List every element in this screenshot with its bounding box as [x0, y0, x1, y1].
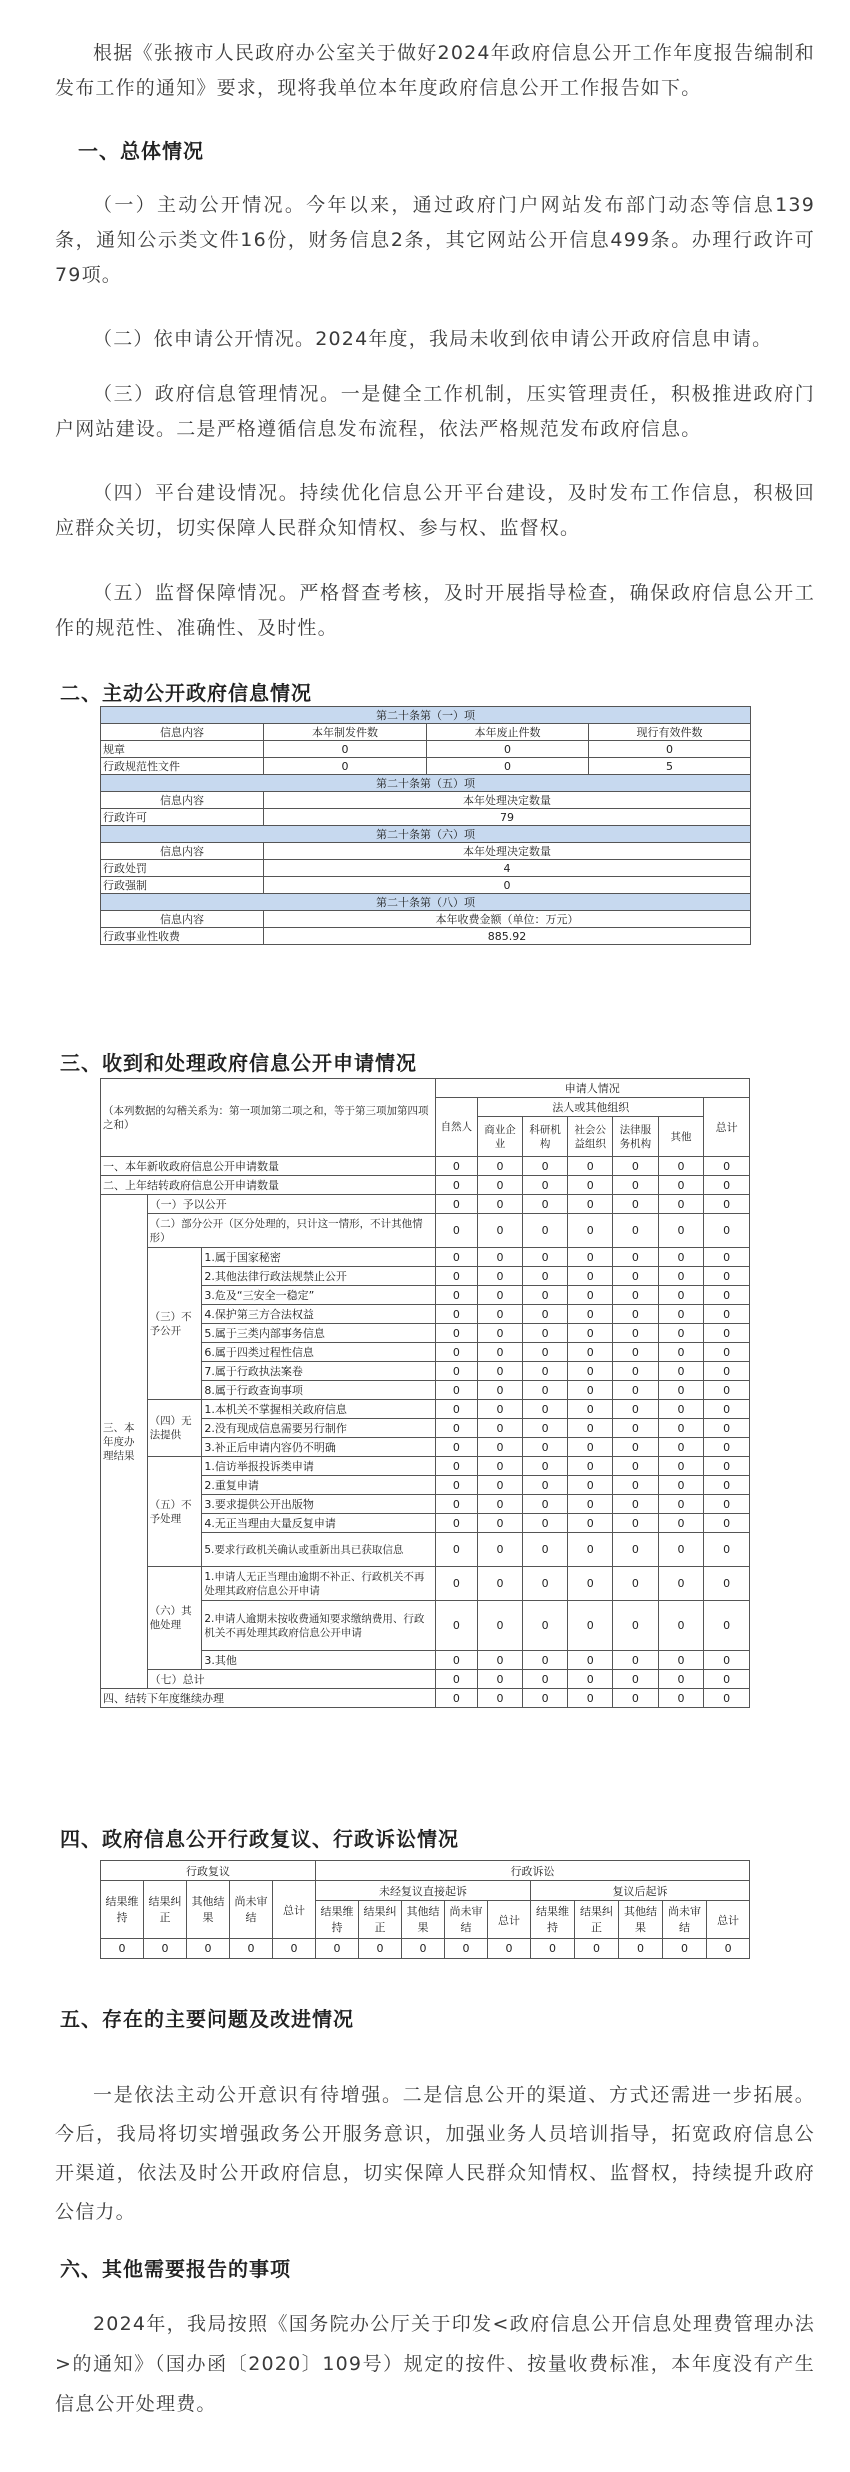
table-cell: 0 — [478, 1533, 523, 1567]
table-row: 3.要求提供公开出版物 0 0 0 0 0 0 0 — [101, 1495, 750, 1514]
table-cell: 0 — [478, 1476, 523, 1495]
result-group: 三、本年度办理结果 — [101, 1195, 148, 1689]
table-cell: 0 — [704, 1157, 750, 1176]
table-row: 8.属于行政查询事项 0 0 0 0 0 0 0 — [101, 1381, 750, 1400]
table-cell: 0 — [522, 1651, 568, 1670]
table-cell: 0 — [522, 1567, 568, 1601]
header-info: 信息内容 — [101, 724, 264, 741]
table-row: 2.没有现成信息需要另行制作 0 0 0 0 0 0 0 — [101, 1419, 750, 1438]
table-cell: 0 — [613, 1601, 659, 1651]
table-row: 3.补正后申请内容仍不明确 0 0 0 0 0 0 0 — [101, 1438, 750, 1457]
table-cell: 0 — [478, 1689, 523, 1708]
table-cell: 0 — [478, 1267, 523, 1286]
table-cell: 0 — [522, 1438, 568, 1457]
table-cell: 0 — [478, 1381, 523, 1400]
table-cell: 0 — [658, 1381, 704, 1400]
table-row: 规章 0 0 0 — [101, 741, 751, 758]
table-cell: 0 — [478, 1400, 523, 1419]
table-cell: 0 — [704, 1689, 750, 1708]
table-cell: 0 — [704, 1343, 750, 1362]
table-cell: 0 — [478, 1362, 523, 1381]
table-cell: 0 — [613, 1670, 659, 1689]
table-row: 2.重复申请 0 0 0 0 0 0 0 — [101, 1476, 750, 1495]
table-row: 3.其他 0 0 0 0 0 0 0 — [101, 1651, 750, 1670]
table-cell: 0 — [568, 1286, 613, 1305]
table-cell: 0 — [488, 1939, 531, 1959]
table-cell: 0 — [613, 1176, 659, 1195]
table-cell: 0 — [478, 1248, 523, 1267]
table-row: （三）不予公开 1.属于国家秘密 0 0 0 0 0 0 0 — [101, 1248, 750, 1267]
table-cell: 0 — [435, 1324, 478, 1343]
table-cell: 0 — [704, 1438, 750, 1457]
table-cell: 0 — [704, 1457, 750, 1476]
table-cell: 0 — [478, 1438, 523, 1457]
table-cell: 0 — [568, 1651, 613, 1670]
table-cell: 0 — [575, 1939, 619, 1959]
table-cell: 0 — [522, 1457, 568, 1476]
table-cell: 0 — [435, 1343, 478, 1362]
sec1-paragraph-4: （四）平台建设情况。持续优化信息公开平台建设，及时发布工作信息，积极回应群众关切，切实保障人民群众知情权、参与权、监督权。 — [55, 482, 815, 539]
sec1-paragraph-2: （二）依申请公开情况。2024年度，我局未收到依申请公开政府信息申请。 — [93, 328, 773, 350]
table-cell: 0 — [568, 1305, 613, 1324]
table-cell: 0 — [478, 1343, 523, 1362]
sec1-paragraph-5: （五）监督保障情况。严格督查考核，及时开展指导检查，确保政府信息公开工作的规范性、准确性、及时性。 — [55, 582, 815, 639]
band-item-1: 第二十条第（一）项 — [101, 707, 751, 724]
table-cell: 0 — [522, 1381, 568, 1400]
table-cell: 0 — [707, 1939, 750, 1959]
table-cell: 0 — [435, 1305, 478, 1324]
table-cell: 0 — [613, 1157, 659, 1176]
table-row: 4.无正当理由大量反复申请 0 0 0 0 0 0 0 — [101, 1514, 750, 1533]
table-cell: 0 — [704, 1324, 750, 1343]
table-row: （七）总计 0 0 0 0 0 0 0 — [101, 1670, 750, 1689]
table-cell: 0 — [704, 1514, 750, 1533]
sec6-paragraph: 2024年，我局按照《国务院办公厅关于印发<政府信息公开信息处理费管理办法>的通知》（国办函〔2020〕109号）规定的按件、按量收费标准，本年度没有产生信息公开处理费。 — [55, 2313, 815, 2415]
table-cell: 0 — [435, 1419, 478, 1438]
table-row: （六）其他处理 1.申请人无正当理由逾期不补正、行政机关不再处理其政府信息公开申请 0 0 0 0 0 0 0 — [101, 1567, 750, 1601]
table-cell: 0 — [568, 1343, 613, 1362]
table-cell: 0 — [273, 1939, 316, 1959]
table-row: 行政事业性收费 885.92 — [101, 928, 751, 945]
table-cell: 0 — [613, 1267, 659, 1286]
table-row: （五）不予处理 1.信访举报投诉类申请 0 0 0 0 0 0 0 — [101, 1457, 750, 1476]
table-cell: 0 — [704, 1533, 750, 1567]
table-cell: 0 — [613, 1514, 659, 1533]
table-row: 6.属于四类过程性信息 0 0 0 0 0 0 0 — [101, 1343, 750, 1362]
table-cell: 0 — [435, 1476, 478, 1495]
table-cell: 0 — [704, 1381, 750, 1400]
table-cell: 0 — [658, 1195, 704, 1214]
table-cell: 0 — [522, 1476, 568, 1495]
table-cell: 0 — [568, 1419, 613, 1438]
table-cell: 0 — [568, 1324, 613, 1343]
table-cell: 0 — [658, 1248, 704, 1267]
table-row: 7.属于行政执法案卷 0 0 0 0 0 0 0 — [101, 1362, 750, 1381]
table-cell: 0 — [613, 1214, 659, 1248]
table-cell: 0 — [704, 1476, 750, 1495]
table-cell: 0 — [568, 1267, 613, 1286]
table-cell: 0 — [658, 1176, 704, 1195]
table-cell: 0 — [435, 1651, 478, 1670]
section-5-title: 五、存在的主要问题及改进情况 — [60, 2007, 354, 2031]
sec1-paragraph-3: （三）政府信息管理情况。一是健全工作机制，压实管理责任，积极推进政府门户网站建设。二是严格遵循信息发布流程，依法严格规范发布政府信息。 — [55, 383, 815, 440]
table-cell: 0 — [531, 1939, 575, 1959]
table-cell: 0 — [522, 1495, 568, 1514]
section-2-title: 二、主动公开政府信息情况 — [60, 681, 312, 705]
table-cell: 0 — [658, 1514, 704, 1533]
table-cell: 0 — [658, 1601, 704, 1651]
table-cell: 0 — [613, 1381, 659, 1400]
table-cell: 0 — [568, 1176, 613, 1195]
table-cell: 0 — [435, 1514, 478, 1533]
table-cell: 0 — [522, 1324, 568, 1343]
table-cell: 0 — [230, 1939, 273, 1959]
section-6-title: 六、其他需要报告的事项 — [60, 2257, 291, 2281]
table-cell: 0 — [568, 1567, 613, 1601]
table-cell: 0 — [435, 1195, 478, 1214]
table-cell: 0 — [658, 1670, 704, 1689]
table-cell: 0 — [613, 1533, 659, 1567]
table-cell: 0 — [613, 1400, 659, 1419]
group-no-processing: （五）不予处理 — [147, 1457, 202, 1567]
table-cell: 0 — [568, 1214, 613, 1248]
table-row: （四）无法提供 1.本机关不掌握相关政府信息 0 0 0 0 0 0 0 — [101, 1400, 750, 1419]
table-cell: 0 — [663, 1939, 707, 1959]
table-cell: 0 — [658, 1214, 704, 1248]
section-4-title: 四、政府信息公开行政复议、行政诉讼情况 — [60, 1827, 459, 1851]
table-row: 行政处罚 4 — [101, 860, 751, 877]
table-row: 4.保护第三方合法权益 0 0 0 0 0 0 0 — [101, 1305, 750, 1324]
table-row: 二、上年结转政府信息公开申请数量 0 0 0 0 0 0 0 — [101, 1176, 750, 1195]
table-cell: 0 — [522, 1362, 568, 1381]
table-cell: 0 — [522, 1343, 568, 1362]
table-cell: 0 — [522, 1214, 568, 1248]
table-cell: 0 — [568, 1457, 613, 1476]
table-cell: 0 — [704, 1601, 750, 1651]
table-cell: 0 — [435, 1457, 478, 1476]
table-cell: 0 — [658, 1157, 704, 1176]
table-cell: 0 — [478, 1324, 523, 1343]
table-row: 行政强制 0 — [101, 877, 751, 894]
table-cell: 0 — [658, 1438, 704, 1457]
table-cell: 0 — [402, 1939, 445, 1959]
table-cell: 0 — [568, 1495, 613, 1514]
table-cell: 0 — [704, 1362, 750, 1381]
table-cell: 0 — [435, 1381, 478, 1400]
table-row: （二）部分公开（区分处理的，只计这一情形，不计其他情形） 0 0 0 0 0 0 0 — [101, 1214, 750, 1248]
table-cell: 0 — [613, 1324, 659, 1343]
table-cell: 0 — [613, 1476, 659, 1495]
table-cell: 0 — [478, 1305, 523, 1324]
header-valid: 现行有效件数 — [589, 724, 751, 741]
group-other-processing: （六）其他处理 — [147, 1567, 202, 1670]
section-3-title: 三、收到和处理政府信息公开申请情况 — [60, 1051, 417, 1075]
table-cell: 0 — [613, 1305, 659, 1324]
sec5-paragraph: 一是依法主动公开意识有待增强。二是信息公开的渠道、方式还需进一步拓展。今后，我局将切实增强政务公开服务意识，加强业务人员培训指导，拓宽政府信息公开渠道，依法及时公开政府信息，切实保障人民群众知情权、监督权，持续提升政府公信力。 — [55, 2084, 815, 2223]
table-cell: 0 — [613, 1343, 659, 1362]
table-cell: 0 — [435, 1286, 478, 1305]
header-note: （本列数据的勾稽关系为：第一项加第二项之和，等于第三项加第四项之和） — [101, 1079, 436, 1157]
table-row: 2.其他法律行政法规禁止公开 0 0 0 0 0 0 0 — [101, 1267, 750, 1286]
table-cell: 0 — [613, 1286, 659, 1305]
section-1-title: 一、总体情况 — [78, 139, 204, 163]
table-cell: 0 — [187, 1939, 230, 1959]
table-cell: 0 — [435, 1495, 478, 1514]
table-cell: 0 — [704, 1419, 750, 1438]
table-cell: 0 — [522, 1286, 568, 1305]
table-cell: 0 — [435, 1670, 478, 1689]
table-cell: 0 — [478, 1419, 523, 1438]
table-cell: 0 — [658, 1362, 704, 1381]
table-cell: 0 — [658, 1476, 704, 1495]
table-cell: 0 — [522, 1670, 568, 1689]
sec1-paragraph-1: （一）主动公开情况。今年以来，通过政府门户网站发布部门动态等信息139条，通知公示类文件16份，财务信息2条，其它网站公开信息499条。办理行政许可79项。 — [55, 194, 815, 286]
table-cell: 0 — [435, 1567, 478, 1601]
table-row: 5.属于三类内部事务信息 0 0 0 0 0 0 0 — [101, 1324, 750, 1343]
band-item-6: 第二十条第（六）项 — [101, 826, 751, 843]
table-row: 行政许可 79 — [101, 809, 751, 826]
table-row: 四、结转下年度继续办理 0 0 0 0 0 0 0 — [101, 1689, 750, 1708]
table-cell: 0 — [316, 1939, 359, 1959]
table-cell: 0 — [568, 1476, 613, 1495]
table-cell: 0 — [658, 1651, 704, 1670]
table-cell: 0 — [613, 1495, 659, 1514]
table-cell: 0 — [658, 1689, 704, 1708]
table-cell: 0 — [478, 1286, 523, 1305]
intro-paragraph: 根据《张掖市人民政府办公室关于做好2024年政府信息公开工作年度报告编制和发布工作的通知》要求，现将我单位本年度政府信息公开工作报告如下。 — [55, 42, 815, 99]
table-cell: 0 — [522, 1305, 568, 1324]
band-item-8: 第二十条第（八）项 — [101, 894, 751, 911]
table-cell: 0 — [568, 1689, 613, 1708]
table-row: 三、本年度办理结果 （一）予以公开 0 0 0 0 0 0 0 — [101, 1195, 750, 1214]
table-cell: 0 — [568, 1533, 613, 1567]
table-cell: 0 — [445, 1939, 488, 1959]
group-unable: （四）无法提供 — [147, 1400, 202, 1457]
table-cell: 0 — [478, 1651, 523, 1670]
table-cell: 0 — [435, 1438, 478, 1457]
table-cell: 0 — [568, 1195, 613, 1214]
table-cell: 0 — [522, 1601, 568, 1651]
header-made: 本年制发件数 — [264, 724, 427, 741]
table-cell: 0 — [704, 1248, 750, 1267]
review-litigation-table: 行政复议 行政诉讼 结果维持 结果纠正 其他结果 尚未审结 总计 未经复议直接起诉 复议后起诉 结果维持 结果纠正 其他结果 尚未审结 总计 结果维持 结果纠正 其他结果 尚未审结 总计 0 0 0 0 0 0 0 0 0 0 0 0 0 0 0 — [100, 1860, 750, 1959]
table-cell: 0 — [478, 1157, 523, 1176]
table-cell: 0 — [613, 1248, 659, 1267]
table-cell: 0 — [658, 1324, 704, 1343]
table-cell: 0 — [478, 1176, 523, 1195]
table-cell: 0 — [435, 1214, 478, 1248]
table-cell: 0 — [704, 1567, 750, 1601]
table-cell: 0 — [658, 1457, 704, 1476]
table-cell: 0 — [613, 1195, 659, 1214]
table-cell: 0 — [522, 1267, 568, 1286]
table-cell: 0 — [478, 1567, 523, 1601]
table-cell: 0 — [522, 1514, 568, 1533]
table-cell: 0 — [568, 1157, 613, 1176]
table-cell: 0 — [522, 1248, 568, 1267]
table-cell: 0 — [522, 1689, 568, 1708]
table-cell: 0 — [568, 1438, 613, 1457]
table-cell: 0 — [478, 1457, 523, 1476]
table-cell: 0 — [478, 1495, 523, 1514]
table-cell: 0 — [613, 1651, 659, 1670]
table-cell: 0 — [435, 1267, 478, 1286]
group-not-public: （三）不予公开 — [147, 1248, 202, 1400]
table-row: 5.要求行政机关确认或重新出具已获取信息 0 0 0 0 0 0 0 — [101, 1533, 750, 1567]
table-cell: 0 — [613, 1419, 659, 1438]
table-cell: 0 — [568, 1670, 613, 1689]
table-cell: 0 — [658, 1400, 704, 1419]
table-cell: 0 — [613, 1689, 659, 1708]
table-cell: 0 — [658, 1419, 704, 1438]
table-row: 3.危及“三安全一稳定” 0 0 0 0 0 0 0 — [101, 1286, 750, 1305]
table-row: 行政规范性文件 0 0 5 — [101, 758, 751, 775]
table-cell: 0 — [435, 1157, 478, 1176]
table-cell: 0 — [613, 1457, 659, 1476]
table-cell: 0 — [704, 1214, 750, 1248]
table-cell: 0 — [704, 1495, 750, 1514]
table-cell: 0 — [478, 1195, 523, 1214]
table-cell: 0 — [613, 1438, 659, 1457]
table-cell: 0 — [522, 1157, 568, 1176]
table-cell: 0 — [522, 1533, 568, 1567]
table-cell: 0 — [522, 1176, 568, 1195]
table-cell: 0 — [522, 1400, 568, 1419]
table-cell: 0 — [478, 1601, 523, 1651]
header-abolished: 本年废止件数 — [427, 724, 589, 741]
table-cell: 0 — [435, 1362, 478, 1381]
table-cell: 0 — [568, 1601, 613, 1651]
table-cell: 0 — [619, 1939, 663, 1959]
table-cell: 0 — [435, 1400, 478, 1419]
table-cell: 0 — [704, 1651, 750, 1670]
table-cell: 0 — [144, 1939, 187, 1959]
table-cell: 0 — [704, 1195, 750, 1214]
table-cell: 0 — [568, 1362, 613, 1381]
table-row: 2.申请人逾期未按收费通知要求缴纳费用、行政机关不再处理其政府信息公开申请 0 0 0 0 0 0 0 — [101, 1601, 750, 1651]
table-cell: 0 — [704, 1670, 750, 1689]
table-cell: 0 — [359, 1939, 402, 1959]
table-cell: 0 — [658, 1267, 704, 1286]
table-cell: 0 — [522, 1419, 568, 1438]
table-cell: 0 — [658, 1495, 704, 1514]
table-cell: 0 — [658, 1567, 704, 1601]
band-item-5: 第二十条第（五）项 — [101, 775, 751, 792]
proactive-disclosure-table: 第二十条第（一）项 信息内容 本年制发件数 本年废止件数 现行有效件数 规章 0 0 0 行政规范性文件 0 0 5 第二十条第（五）项 信息内容 本年处理决定数量 行政许可 79 第二十条第（六）项 信息内容 本年处理决定数量 行政处罚 4 行政强制 0 第二十条第（八）项 信息内容 本年收费金额（单位：万元） 行政事业性收费 885.92 — [100, 706, 751, 945]
application-handling-table: （本列数据的勾稽关系为：第一项加第二项之和，等于第三项加第四项之和） 申请人情况 自然人 法人或其他组织 总计 商业企业 科研机构 社会公益组织 法律服务机构 其他 一、本年新收政府信息公开申请数量 0 0 0 0 0 0 0 二、上年结转政府信息公开申请数量 0 0 0 0 0 0 0 三、本年度办理结果 （一）予以公开 0 0 0 0 0 0 0 （二）部分公开（区分处理的，只计这一情形，不计其他情形） 0 0 0 0 0 0 0 （三）不予公开 1.属于国家秘密 0 0 0 0 0 0 0 2.其他法律行政法规禁止公开 0 0 0 0 0 0 0 3.危及“三安全一稳定” 0 0 0 0 0 0 0 4.保护第三方合法权益 0 0 0 0 0 0 0 5.属于三类内部事务信息 0 0 0 0 0 0 0 6.属于四类过程性信息 0 0 0 0 0 0 0 7.属于行政执法案卷 0 0 0 0 0 0 0 8.属于行政查询事项 0 0 0 0 0 0 0 （四）无法提供 1.本机关不掌握相关政府信息 0 0 0 0 0 0 0 2.没有现成信息需要另行制作 0 0 0 0 0 0 0 3.补正后申请内容仍不明确 0 0 0 0 0 0 0 （五）不予处理 1.信访举报投诉类申请 0 0 0 0 0 0 0 2.重复申请 0 0 0 0 0 0 0 3.要求提供公开出版物 0 0 0 0 0 0 0 4.无正当理由大量反复申请 0 0 0 0 0 0 0 5.要求行政机关确认或重新出具已获取信息 0 0 0 0 0 0 0 （六）其他处理 1.申请人无正当理由逾期不补正、行政机关不再处理其政府信息公开申请 0 0 0 0 0 0 0 2.申请人逾期未按收费通知要求缴纳费用、行政机关不再处理其政府信息公开申请 0 0 0 0 0 0 0 3.其他 0 0 0 0 0 0 0 （七）总计 0 0 0 0 0 0 0 四、结转下年度继续办理 0 0 0 0 0 0 0 — [100, 1078, 750, 1708]
table-cell: 0 — [435, 1601, 478, 1651]
table-cell: 0 — [704, 1267, 750, 1286]
table-row — [101, 1939, 750, 1959]
table-cell: 0 — [478, 1670, 523, 1689]
table-cell: 0 — [704, 1176, 750, 1195]
table-cell: 0 — [704, 1400, 750, 1419]
table-cell: 0 — [658, 1343, 704, 1362]
table-cell: 0 — [568, 1248, 613, 1267]
table-cell: 0 — [435, 1689, 478, 1708]
table-row: 一、本年新收政府信息公开申请数量 0 0 0 0 0 0 0 — [101, 1157, 750, 1176]
table-cell: 0 — [568, 1381, 613, 1400]
table-cell: 0 — [613, 1362, 659, 1381]
table-cell: 0 — [568, 1514, 613, 1533]
table-cell: 0 — [658, 1305, 704, 1324]
table-cell: 0 — [101, 1939, 144, 1959]
table-cell: 0 — [435, 1248, 478, 1267]
table-cell: 0 — [658, 1533, 704, 1567]
table-cell: 0 — [435, 1533, 478, 1567]
table-cell: 0 — [435, 1176, 478, 1195]
table-cell: 0 — [478, 1514, 523, 1533]
table-cell: 0 — [568, 1400, 613, 1419]
table-cell: 0 — [704, 1286, 750, 1305]
table-cell: 0 — [658, 1286, 704, 1305]
table-cell: 0 — [522, 1195, 568, 1214]
table-cell: 0 — [613, 1567, 659, 1601]
header-applicant: 申请人情况 — [435, 1079, 749, 1098]
table-cell: 0 — [478, 1214, 523, 1248]
table-cell: 0 — [704, 1305, 750, 1324]
